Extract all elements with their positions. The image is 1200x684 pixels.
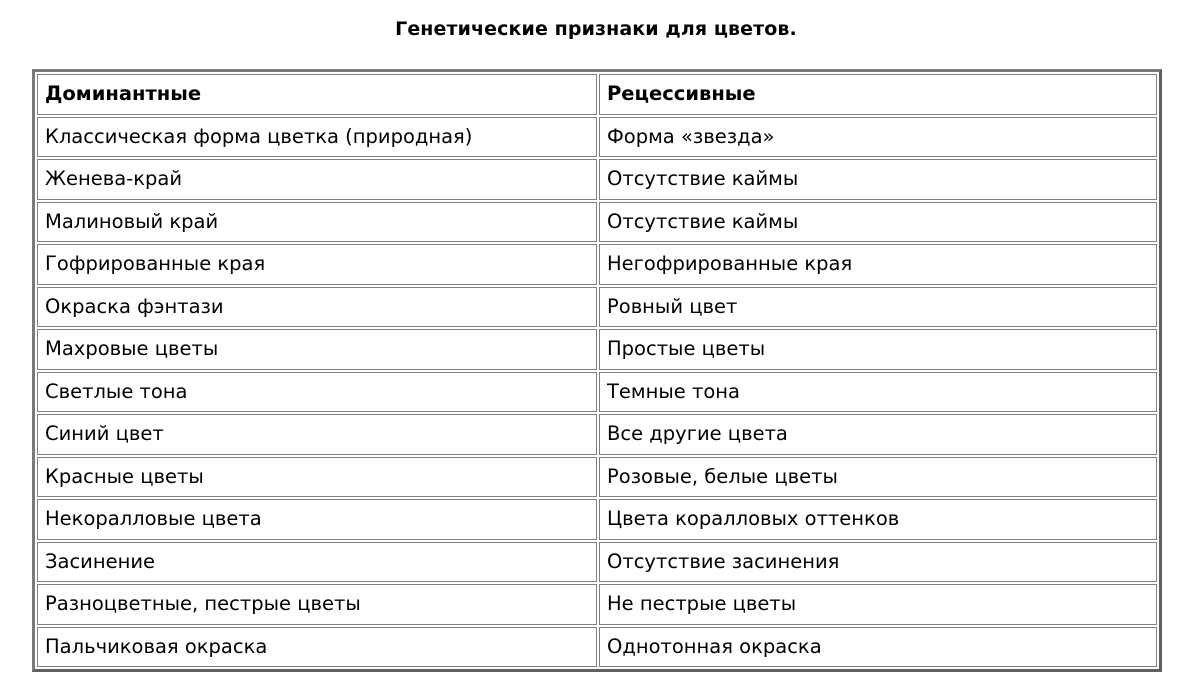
dominant-cell: Классическая форма цветка (природная) — [37, 117, 597, 158]
recessive-cell: Отсутствие засинения — [599, 542, 1157, 583]
dominant-cell: Окраска фэнтази — [37, 287, 597, 328]
table-row — [37, 287, 1157, 328]
dominant-cell: Светлые тона — [37, 372, 597, 413]
table-row — [37, 202, 1157, 243]
recessive-cell: Отсутствие каймы — [599, 202, 1157, 243]
table-row — [37, 329, 1157, 370]
recessive-cell: Однотонная окраска — [599, 627, 1157, 668]
dominant-cell: Женева-край — [37, 159, 597, 200]
dominant-cell: Гофрированные края — [37, 244, 597, 285]
header-dominant: Доминантные — [37, 74, 597, 115]
page-title: Генетические признаки для цветов. — [395, 18, 797, 40]
table-row — [37, 414, 1157, 455]
recessive-cell: Простые цветы — [599, 329, 1157, 370]
table-row — [37, 542, 1157, 583]
dominant-cell: Засинение — [37, 542, 597, 583]
dominant-cell: Синий цвет — [37, 414, 597, 455]
table-row — [37, 117, 1157, 158]
recessive-cell: Форма «звезда» — [599, 117, 1157, 158]
recessive-cell: Ровный цвет — [599, 287, 1157, 328]
dominant-cell: Пальчиковая окраска — [37, 627, 597, 668]
recessive-cell: Не пестрые цветы — [599, 584, 1157, 625]
table-row — [37, 244, 1157, 285]
dominant-cell: Махровые цветы — [37, 329, 597, 370]
recessive-cell: Все другие цвета — [599, 414, 1157, 455]
dominant-cell: Малиновый край — [37, 202, 597, 243]
recessive-cell: Темные тона — [599, 372, 1157, 413]
table-row — [37, 159, 1157, 200]
table-row — [37, 584, 1157, 625]
table-row — [37, 499, 1157, 540]
header-recessive: Рецессивные — [599, 74, 1157, 115]
recessive-cell: Отсутствие каймы — [599, 159, 1157, 200]
recessive-cell: Негофрированные края — [599, 244, 1157, 285]
table-row — [37, 457, 1157, 498]
dominant-cell: Красные цветы — [37, 457, 597, 498]
table-row — [37, 372, 1157, 413]
table-row — [37, 627, 1157, 668]
recessive-cell: Розовые, белые цветы — [599, 457, 1157, 498]
dominant-cell: Некоралловые цвета — [37, 499, 597, 540]
recessive-cell: Цвета коралловых оттенков — [599, 499, 1157, 540]
traits-table-frame — [32, 69, 1162, 672]
traits-table — [35, 72, 1159, 669]
dominant-cell: Разноцветные, пестрые цветы — [37, 584, 597, 625]
table-header-row — [37, 74, 1157, 115]
